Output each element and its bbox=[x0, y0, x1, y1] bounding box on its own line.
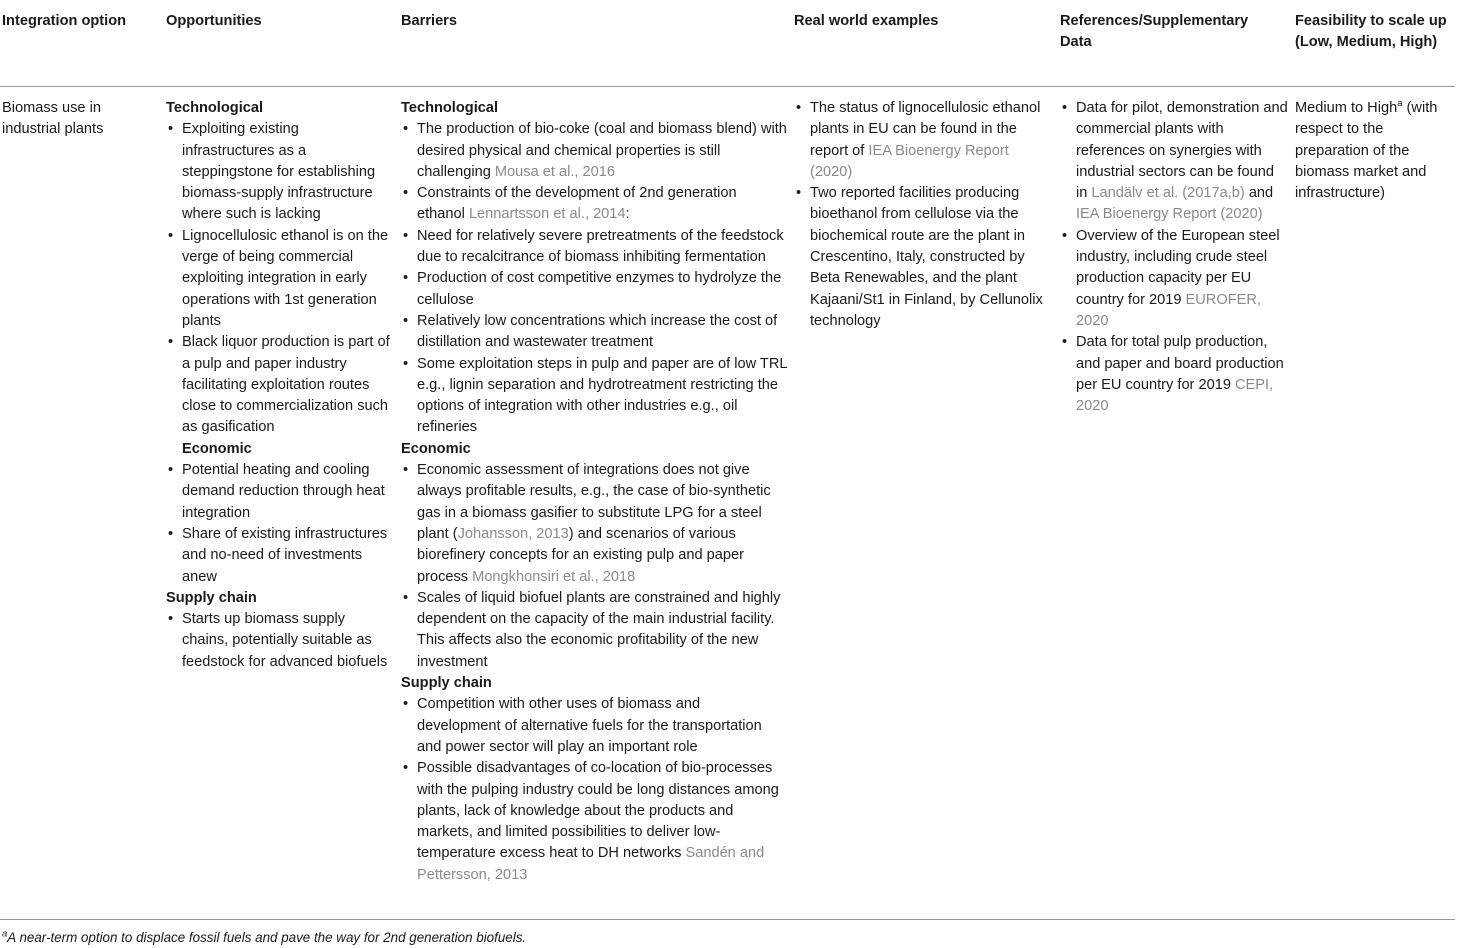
list-item bbox=[1060, 332, 1288, 417]
citation-link[interactable]: IEA Bioenergy Report (2020) bbox=[1076, 206, 1263, 223]
list-item bbox=[1060, 98, 1288, 226]
feasibility-note: (with respect to the preparation of the biomass market and infrastructure) bbox=[1295, 100, 1438, 202]
list-item: • Lignocellulosic ethanol is on the verge of being commercial exploiting integration in early operations with 1st generation plants bbox=[166, 226, 390, 332]
table-bottom-rule bbox=[0, 919, 1455, 920]
footnote-marker[interactable]: a bbox=[1397, 98, 1403, 110]
list-item: • Competition with other uses of biomass and development of alternative fuels for the transportation and power sector will play an important role bbox=[401, 694, 787, 758]
barrier-text: Possible disadvantages of co-location of bio-processes with the pulping industry could be long distances among plants, lack of knowledge about the products and markets, and limited possibilities to deliver low-temperature excess heat to DH networks bbox=[417, 760, 779, 862]
citation-link[interactable]: CEPI, 2020 bbox=[1076, 376, 1274, 415]
citation-link[interactable]: Landälv et al. (2017a,b) bbox=[1091, 185, 1245, 202]
barrier-text: Constraints of the development of 2nd generation ethanol bbox=[417, 185, 737, 223]
barriers-technological-heading: Technological bbox=[401, 100, 499, 116]
list-item: • Some exploitation steps in pulp and paper are of low TRL e.g., lignin separation and hydrotreatment restricting the options of integration with other industries e.g., oil refineries bbox=[401, 354, 787, 439]
barriers-supply-chain-heading: Supply chain bbox=[401, 675, 492, 692]
list-item: • Share of existing infrastructures and no-need of investments anew bbox=[166, 524, 390, 588]
citation-link[interactable]: Lennartsson et al., 2014 bbox=[468, 206, 626, 223]
reference-text: Overview of the European steel industry, including crude steel production capacity per EU country for 2019 bbox=[1076, 227, 1280, 308]
feasibility-level: Medium to High bbox=[1295, 100, 1398, 116]
barriers-supply-chain-list bbox=[401, 694, 787, 886]
header-opportunities: Opportunities bbox=[166, 13, 262, 29]
header-feasibility: Feasibility to scale up (Low, Medium, High) bbox=[1295, 13, 1447, 51]
barriers-economic-heading: Economic bbox=[401, 440, 471, 457]
citation-link[interactable]: Johansson, 2013 bbox=[457, 525, 569, 542]
list-item: • Need for relatively severe pretreatments of the feedstock due to recalcitrance of biomass inhibiting fermentation bbox=[401, 226, 787, 269]
barriers-economic-list bbox=[401, 460, 787, 673]
citation-link[interactable]: Mousa et al., 2016 bbox=[494, 163, 615, 180]
list-item: • Exploiting existing infrastructures as a steppingstone for establishing biomass-supply infrastructure where such is lacking bbox=[166, 119, 390, 225]
citation-link[interactable]: Mongkhonsiri et al., 2018 bbox=[472, 568, 636, 585]
citation-link[interactable]: Sandén and Pettersson, 2013 bbox=[417, 845, 765, 883]
header-real-world-examples: Real world examples bbox=[794, 13, 939, 29]
barriers-technological-list bbox=[401, 119, 787, 438]
list-item: • Starts up biomass supply chains, potentially suitable as feedstock for advanced biofuels bbox=[166, 609, 390, 673]
cell-references bbox=[1060, 98, 1288, 417]
list-item: • Black liquor production is part of a pulp and paper industry facilitating exploitation routes close to commercialization such as gasification bbox=[166, 332, 390, 438]
table-footnote bbox=[2, 927, 526, 948]
opportunities-supply-chain-heading: Supply chain bbox=[166, 589, 257, 606]
opportunities-technological-heading: Technological bbox=[166, 100, 264, 116]
list-item: • Potential heating and cooling demand reduction through heat integration bbox=[166, 460, 390, 524]
header-integration-option: Integration option bbox=[2, 13, 127, 29]
list-item bbox=[1060, 226, 1288, 332]
cell-real-world-examples bbox=[794, 98, 1052, 332]
list-item bbox=[401, 758, 787, 886]
barrier-text: The production of bio-coke (coal and biomass blend) with desired physical and chemical properties is still challenging bbox=[417, 121, 787, 180]
header-references: References/Supplementary Data bbox=[1060, 13, 1249, 51]
opportunities-supply-chain-list bbox=[166, 609, 390, 673]
opportunities-technological-list bbox=[166, 119, 390, 438]
reference-text: and bbox=[1244, 185, 1274, 202]
example-text: The status of lignocellulosic ethanol plants in EU can be found in the report of bbox=[810, 100, 1041, 159]
list-item: • Relatively low concentrations which increase the cost of distillation and wastewater treatment bbox=[401, 311, 787, 354]
footnote-marker: a bbox=[2, 928, 8, 940]
footnote-text: A near-term option to displace fossil fuels and pave the way for 2nd generation biofuels. bbox=[7, 930, 527, 945]
citation-link[interactable]: IEA Bioenergy Report (2020) bbox=[810, 142, 1009, 180]
opportunities-economic-list bbox=[166, 460, 390, 588]
references-list bbox=[1060, 98, 1288, 417]
barrier-text: : bbox=[625, 206, 630, 223]
reference-text: Data for pilot, demonstration and commercial plants with references on synergies with industrial sectors can be found in bbox=[1076, 100, 1288, 202]
barrier-text: Economic assessment of integrations does not give always profitable results, e.g., the case of bio-synthetic gas in a biomass gasifier to substitute LPG for a steel plant ( bbox=[417, 462, 771, 542]
opportunities-economic-heading: Economic bbox=[182, 440, 252, 457]
examples-list bbox=[794, 98, 1052, 332]
list-item bbox=[401, 119, 787, 183]
citation-link[interactable]: EUROFER, 2020 bbox=[1076, 291, 1261, 329]
cell-barriers bbox=[401, 98, 787, 886]
header-barriers: Barriers bbox=[401, 13, 457, 29]
reference-text: Data for total pulp production, and paper and board production per EU country for 2019 bbox=[1076, 334, 1284, 393]
list-item bbox=[794, 98, 1052, 183]
barrier-text: ) and scenarios of various biorefinery concepts for an existing pulp and paper process bbox=[417, 525, 744, 585]
cell-integration-option: Biomass use in industrial plants bbox=[2, 100, 104, 138]
list-item bbox=[401, 183, 787, 226]
list-item: • Two reported facilities producing bioethanol from cellulose via the biochemical route are the plant in Crescentino, Italy, constructed by Beta Renewables, and the plant Kajaani/St1 in Finland, by Cellunolix technology bbox=[794, 183, 1052, 332]
header-divider bbox=[0, 86, 1455, 87]
list-item: • Scales of liquid biofuel plants are constrained and highly dependent on the capacity of the main industrial facility. This affects also the economic profitability of the new investment bbox=[401, 588, 787, 673]
cell-opportunities bbox=[166, 98, 390, 673]
cell-feasibility bbox=[1295, 98, 1453, 204]
list-item: • Production of cost competitive enzymes to hydrolyze the cellulose bbox=[401, 268, 787, 311]
list-item bbox=[401, 460, 787, 588]
